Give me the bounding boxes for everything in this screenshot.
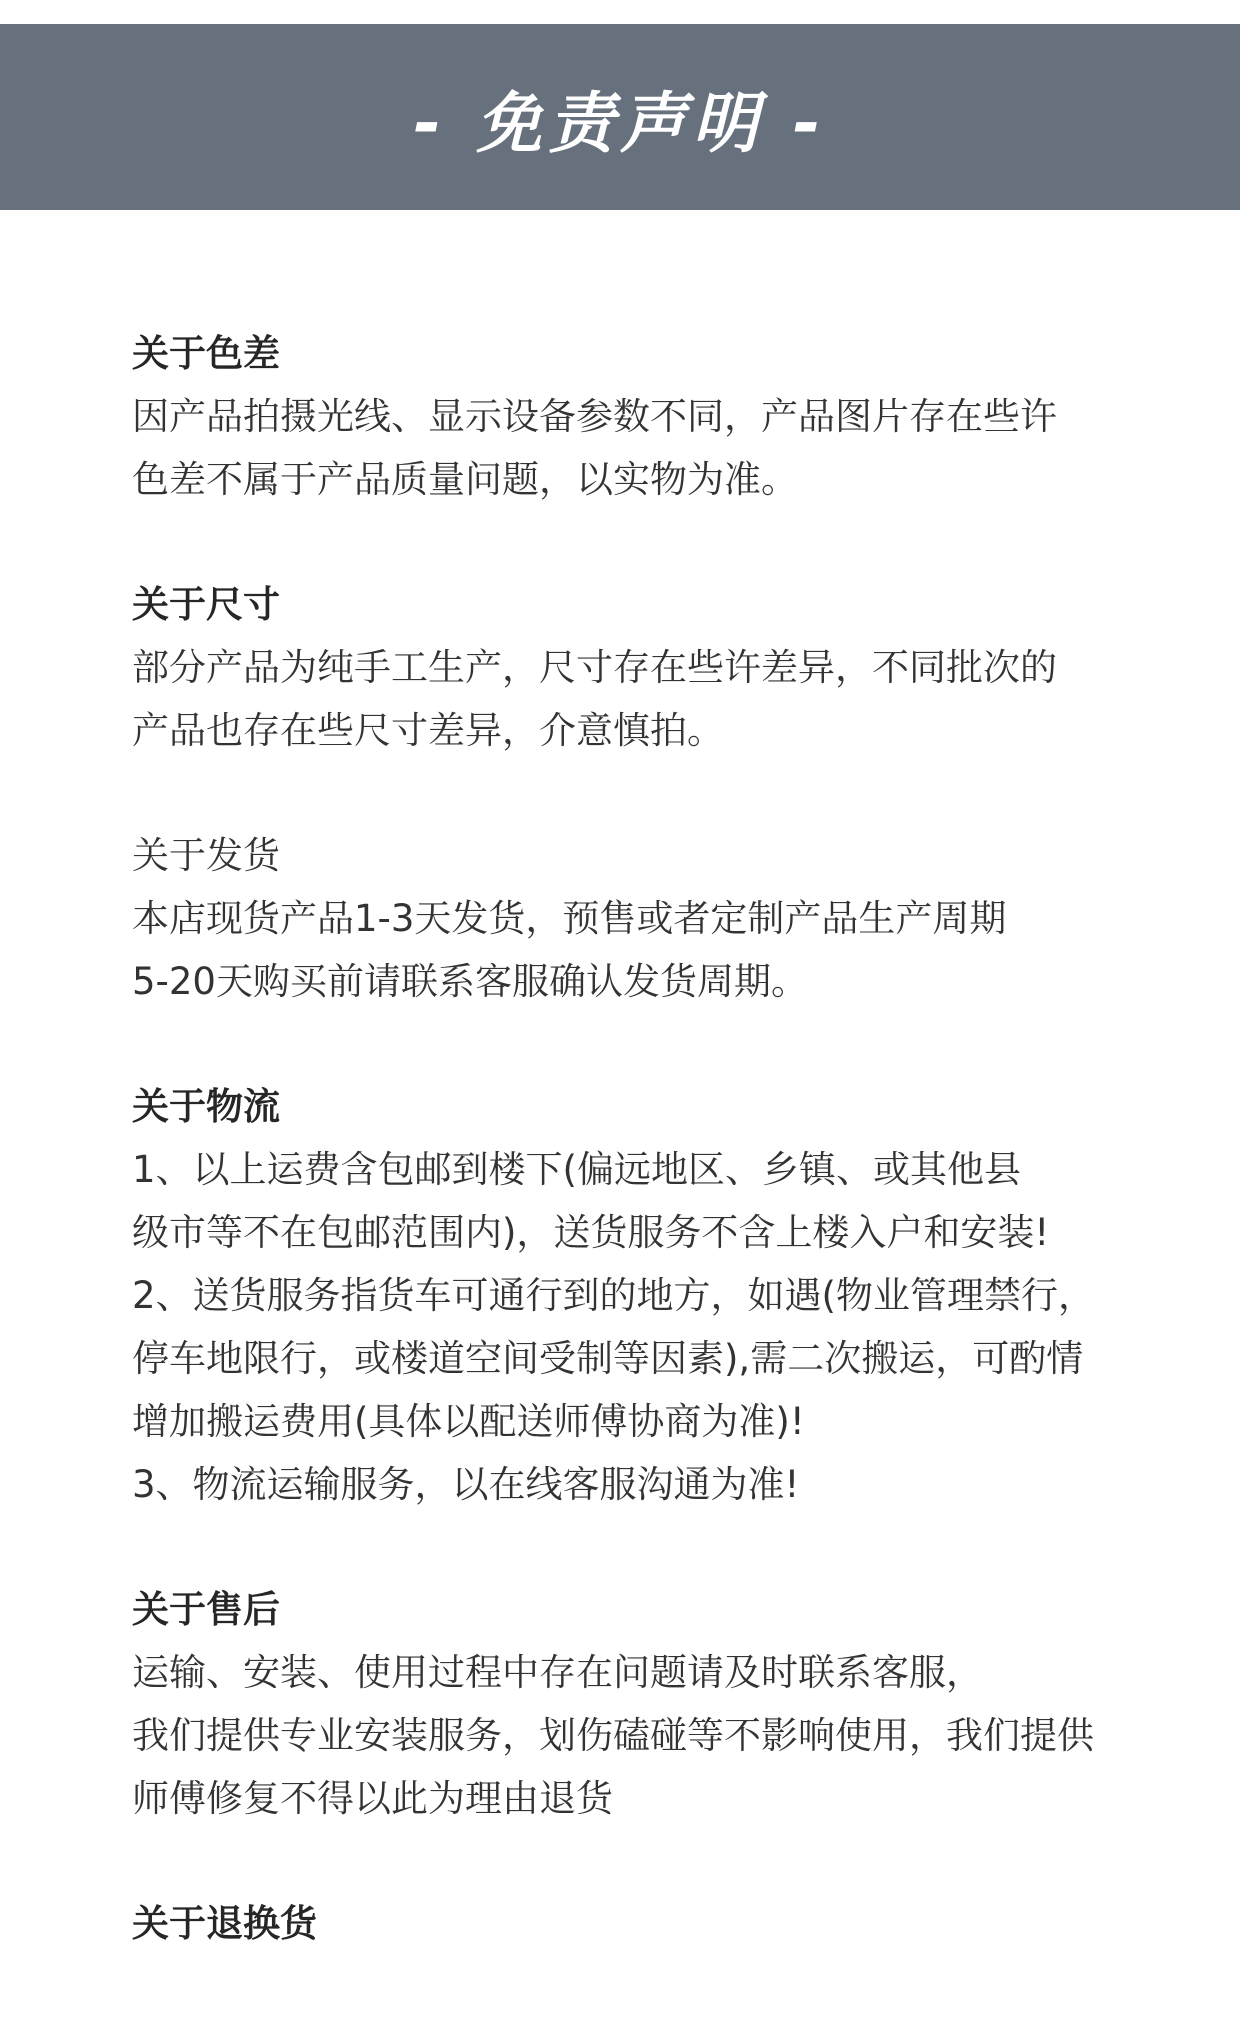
section-shipping [132, 824, 1122, 1013]
section-after-sales [132, 1578, 1122, 1830]
section-heading: 关于退换货 [132, 1902, 317, 1945]
section-text-line: 运输、安装、使用过程中存在问题请及时联系客服， [132, 1651, 983, 1694]
section-text-line: 5-20天购买前请联系客服确认发货周期。 [132, 960, 808, 1003]
section-text-line: 1、以上运费含包邮到楼下(偏远地区、乡镇、或其他县 [132, 1148, 1021, 1191]
disclaimer-banner [0, 24, 1240, 210]
section-text-line: 停车地限行，或楼道空间受制等因素),需二次搬运，可酌情 [132, 1337, 1084, 1380]
section-text-line: 部分产品为纯手工生产，尺寸存在些许差异，不同批次的 [132, 646, 1057, 689]
section-color-difference [132, 322, 1122, 511]
section-text-line: 我们提供专业安装服务，划伤磕碰等不影响使用，我们提供 [132, 1714, 1094, 1757]
section-returns [132, 1892, 1122, 1955]
section-text-line: 本店现货产品1-3天发货，预售或者定制产品生产周期 [132, 897, 1007, 940]
section-heading: 关于发货 [132, 834, 280, 877]
section-size [132, 573, 1122, 762]
section-heading: 关于尺寸 [132, 583, 280, 626]
section-logistics [132, 1075, 1122, 1516]
section-text-line: 色差不属于产品质量问题，以实物为准。 [132, 458, 798, 501]
section-text-line: 师傅修复不得以此为理由退货 [132, 1777, 613, 1820]
section-text-line: 3、物流运输服务，以在线客服沟通为准! [132, 1463, 800, 1506]
section-heading: 关于物流 [132, 1085, 280, 1128]
top-margin [0, 0, 1240, 24]
banner-title: - 免责声明 - [413, 84, 827, 162]
section-text-line: 产品也存在些尺寸差异，介意慎拍。 [132, 709, 724, 752]
section-heading: 关于售后 [132, 1588, 280, 1631]
disclaimer-content [132, 322, 1122, 2017]
section-heading: 关于色差 [132, 332, 280, 375]
section-text-line: 因产品拍摄光线、显示设备参数不同，产品图片存在些许 [132, 395, 1057, 438]
section-text-line: 2、送货服务指货车可通行到的地方，如遇(物业管理禁行， [132, 1274, 1095, 1317]
section-text-line: 增加搬运费用(具体以配送师傅协商为准)! [132, 1400, 805, 1443]
section-text-line: 级市等不在包邮范围内)，送货服务不含上楼入户和安装! [132, 1211, 1050, 1254]
